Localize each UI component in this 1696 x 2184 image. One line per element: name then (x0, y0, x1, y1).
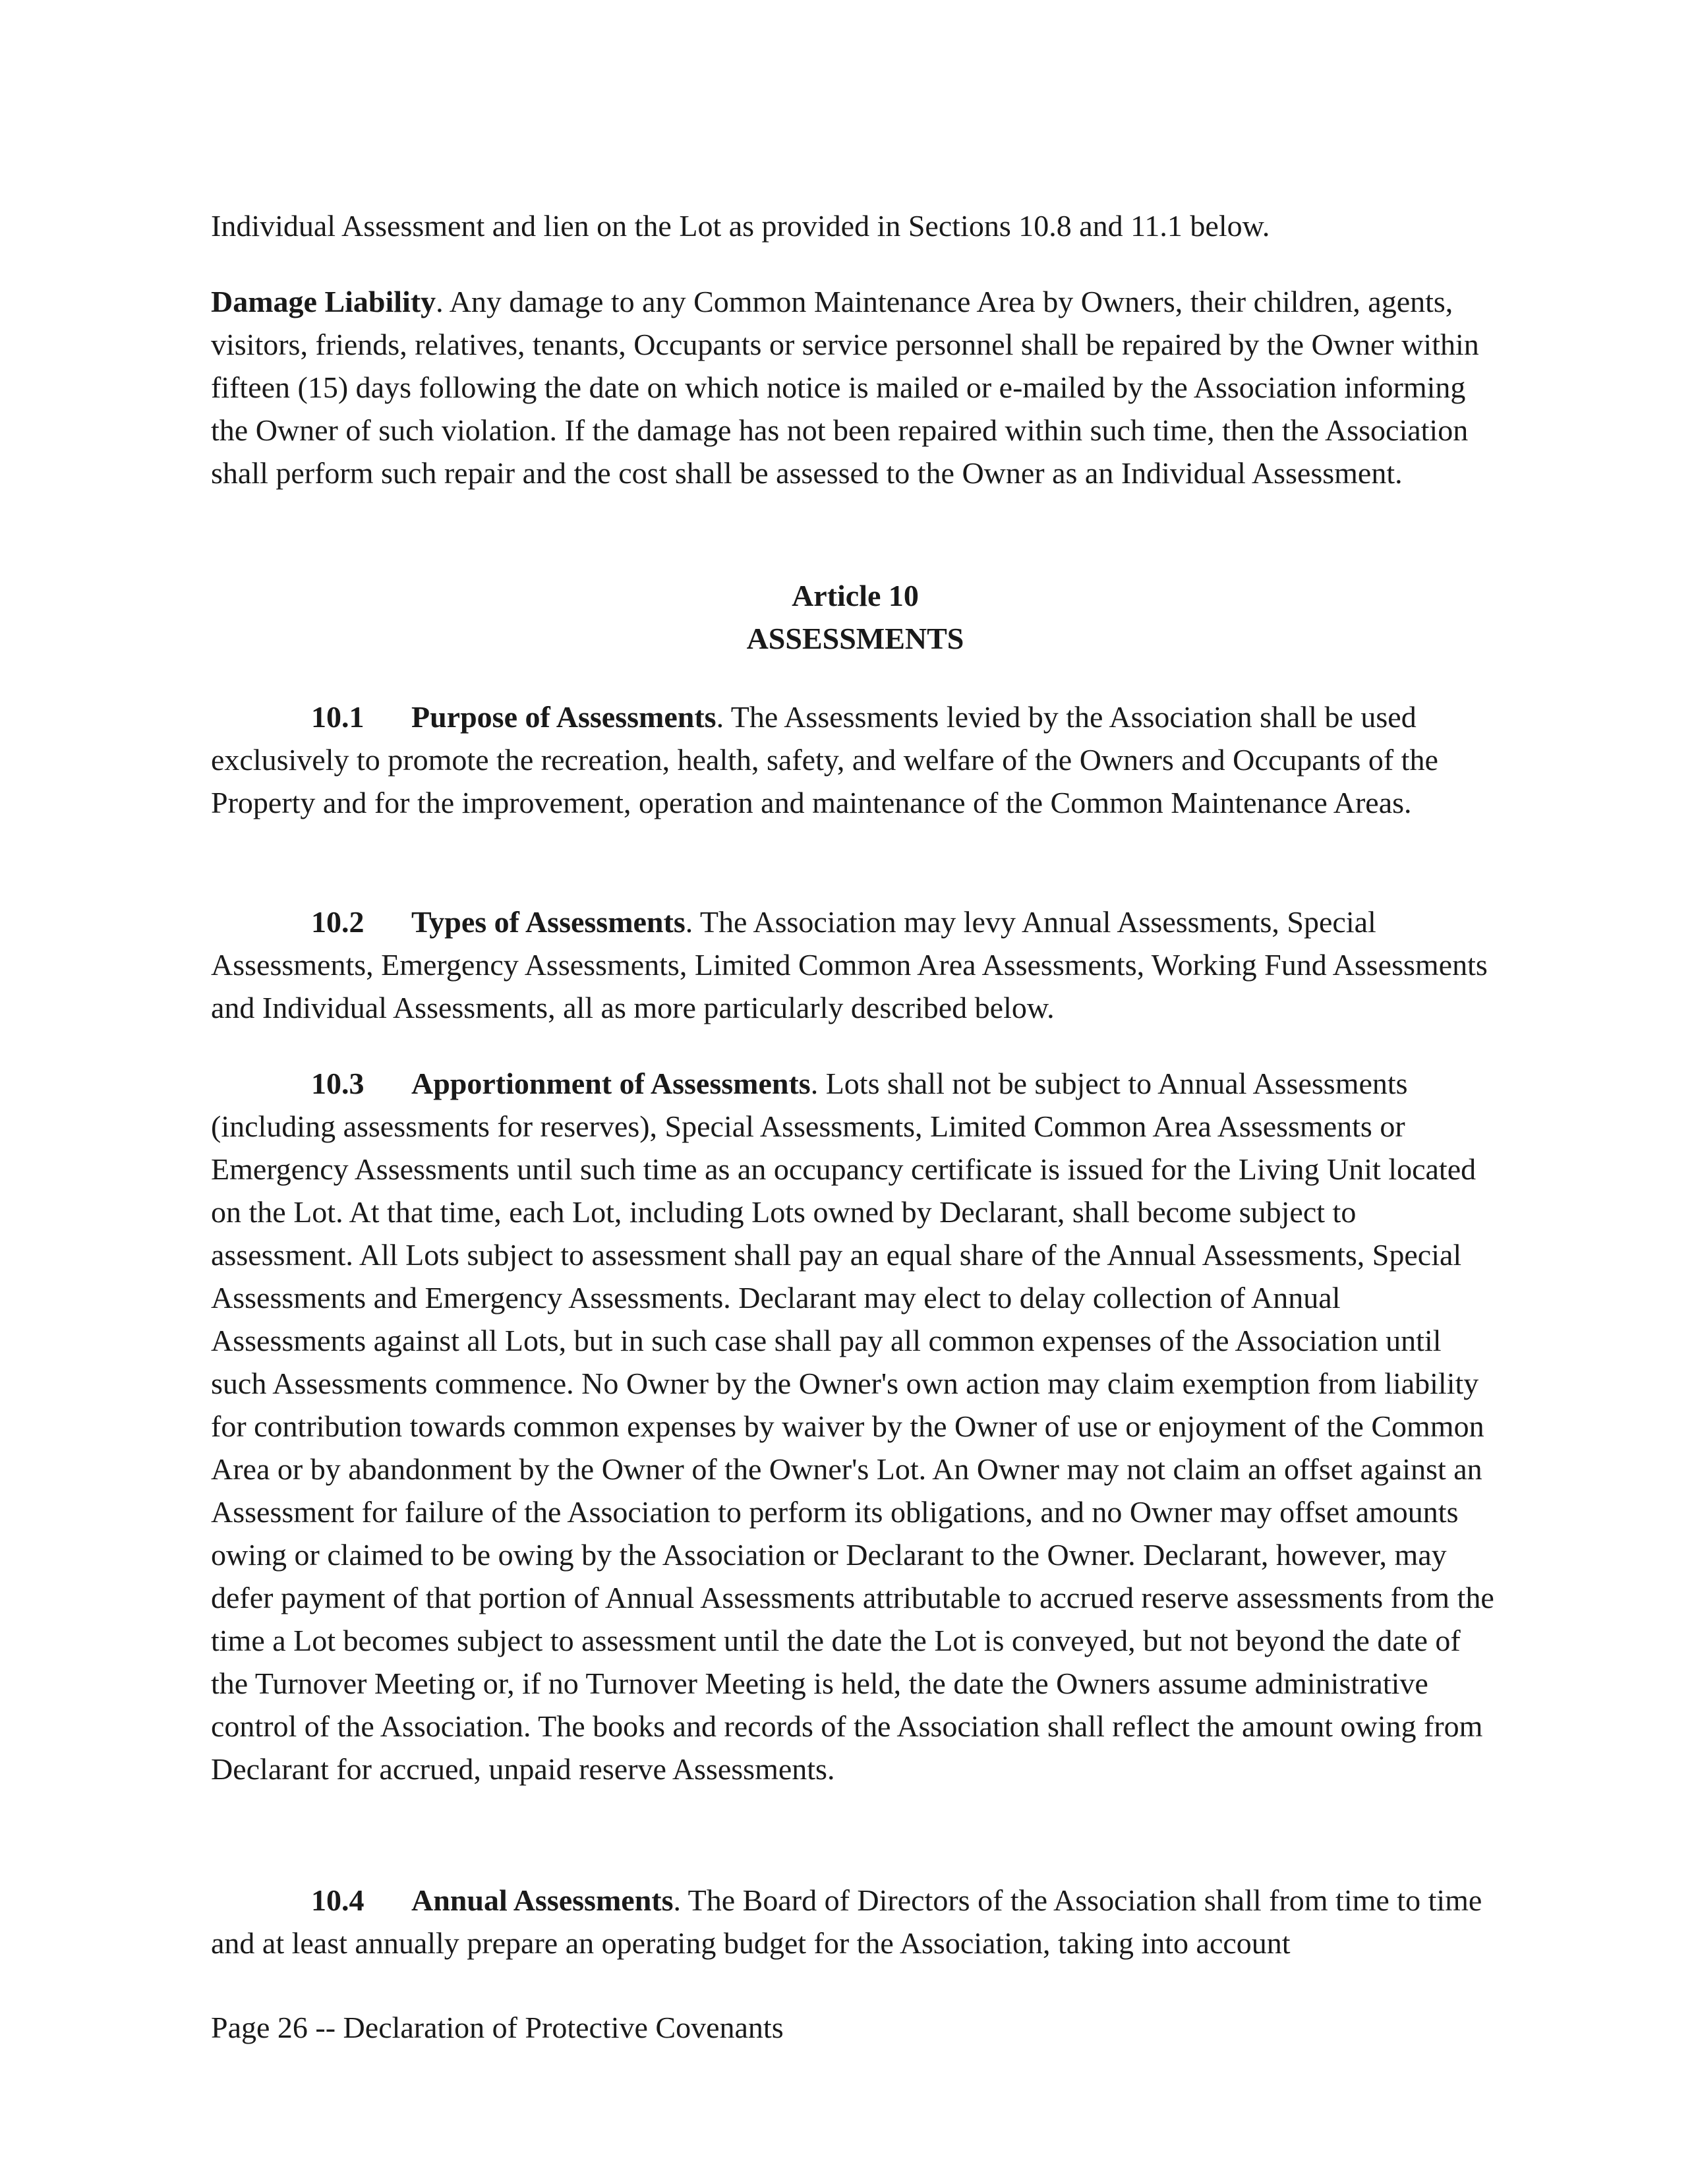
damage-liability-text: . Any damage to any Common Maintenance Area by Owners, their children, agents, visitors, friends, relatives, tenants, Occupants or service personnel shall be repaired by the Owner within fifteen (15) days following the date on which notice is mailed or e-mailed by the Association informing the Owner of such violation. If the damage has not been repaired within such time, then the Association shall perform such repair and the cost shall be assessed to the Owner as an Individual Assessment. (211, 285, 1479, 490)
section-number: 10.4 (311, 1883, 365, 1917)
section-text: . The Board of Directors of the Association shall from time to time and at least annually prepare an operating budget for the Association, taking into account (211, 1883, 1482, 1960)
article-title: ASSESSMENTS (746, 622, 964, 655)
section-10-2 (211, 900, 1500, 1029)
section-number: 10.3 (311, 1067, 365, 1100)
section-10-3 (211, 1062, 1500, 1790)
damage-liability-paragraph (211, 280, 1500, 494)
section-title: Apportionment of Assessments (411, 1067, 811, 1100)
section-title: Types of Assessments (411, 905, 686, 939)
section-number: 10.2 (311, 905, 365, 939)
section-text: . Lots shall not be subject to Annual Assessments (including assessments for reserves), Special Assessments, Limited Common Area Assessments or Emergency Assessments until such time as an occupancy certificate is issued for the Living Unit located on the Lot. At that time, each Lot, including Lots owned by Declarant, shall become subject to assessment. All Lots subject to assessment shall pay an equal share of the Annual Assessments, Special Assessments and Emergency Assessments. Declarant may elect to delay collection of Annual Assessments against all Lots, but in such case shall pay all common expenses of the Association until such Assessments commence. No Owner by the Owner's own action may claim exemption from liability for contribution towards common expenses by waiver by the Owner of use or enjoyment of the Common Area or by abandonment by the Owner of the Owner's Lot. An Owner may not claim an offset against an Assessment for failure of the Association to perform its obligations, and no Owner may offset amounts owing or claimed to be owing by the Association or Declarant to the Owner. Declarant, however, may defer payment of that portion of Annual Assessments attributable to accrued reserve assessments from the time a Lot becomes subject to assessment until the date the Lot is conveyed, but not beyond the date of the Turnover Meeting or, if no Turnover Meeting is held, the date the Owners assume administrative control of the Association. The books and records of the Association shall reflect the amount owing from Declarant for accrued, unpaid reserve Assessments. (211, 1067, 1494, 1786)
section-text: . The Association may levy Annual Assessments, Special Assessments, Emergency Assessments, Limited Common Area Assessments, Working Fund Assessments and Individual Assessments, all as more particularly described below. (211, 905, 1488, 1024)
intro-line: Individual Assessment and lien on the Lot as provided in Sections 10.8 and 11.1 below. (211, 209, 1270, 243)
section-title: Annual Assessments (411, 1883, 674, 1917)
section-text: . The Assessments levied by the Association shall be used exclusively to promote the recreation, health, safety, and welfare of the Owners and Occupants of the Property and for the improvement, operation and maintenance of the Common Maintenance Areas. (211, 700, 1438, 819)
section-10-1 (211, 695, 1500, 824)
damage-liability-heading: Damage Liability (211, 285, 436, 318)
section-number: 10.1 (311, 700, 365, 734)
page-footer: Page 26 -- Declaration of Protective Covenants (211, 2011, 784, 2044)
section-title: Purpose of Assessments (411, 700, 716, 734)
article-number: Article 10 (792, 579, 919, 612)
section-10-4 (211, 1879, 1500, 1964)
